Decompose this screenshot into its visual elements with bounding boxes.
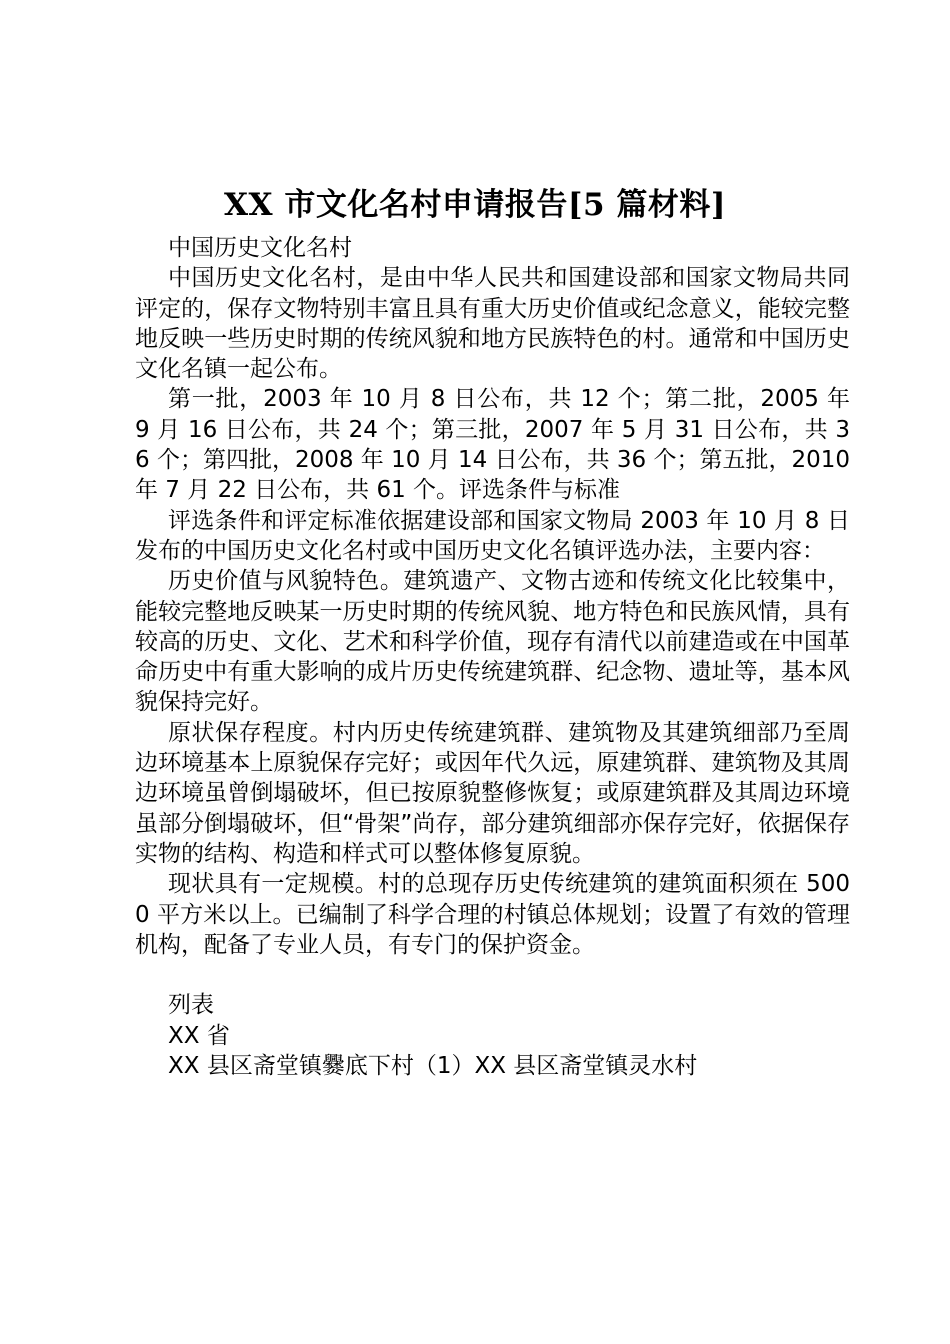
body-paragraph: 第一批，2003 年 10 月 8 日公布，共 12 个；第二批，2005 年 9 月 16 日公布，共 24 个；第三批，2007 年 5 月 31 日公布，共 36 个；第四批，2008 年 10 月 14 日公布，共 36 个；第五批，2010 年 7 月 22 日公布，共 61 个。评选条件与标准	[135, 386, 850, 504]
body-paragraph: 中国历史文化名村，是由中华人民共和国建设部和国家文物局共同评定的，保存文物特别丰富且具有重大历史价值或纪念意义，能较完整地反映一些历史时期的传统风貌和地方民族特色的村。通常和中国历史文化名镇一起公布。	[135, 265, 850, 383]
section-heading: 中国历史文化名村	[168, 235, 352, 261]
document-body	[135, 233, 850, 1081]
body-paragraph: 评选条件和评定标准依据建设部和国家文物局 2003 年 10 月 8 日发布的中国历史文化名村或中国历史文化名镇评选办法，主要内容：	[135, 507, 850, 564]
body-paragraph: 历史价值与风貌特色。建筑遗产、文物古迹和传统文化比较集中，能较完整地反映某一历史时期的传统风貌、地方特色和民族风情，具有较高的历史、文化、艺术和科学价值，现存有清代以前建造或在中国革命历史中有重大影响的成片历史传统建筑群、纪念物、遗址等，基本风貌保持完好。	[135, 568, 850, 716]
list-item: XX 县区斋堂镇爨底下村（1）XX 县区斋堂镇灵水村	[168, 1053, 698, 1080]
body-paragraph: 原状保存程度。村内历史传统建筑群、建筑物及其建筑细部乃至周边环境基本上原貌保存完好；或因年代久远，原建筑群、建筑物及其周边环境虽曾倒塌破坏，但已按原貌整修恢复；或原建筑群及其周边环境虽部分倒塌破坏，但“骨架”尚存，部分建筑细部亦保存完好，依据保存实物的结构、构造和样式可以整体修复原貌。	[135, 719, 850, 867]
blank-line	[135, 960, 850, 990]
document-title: XX 市文化名村申请报告[5 篇材料]	[223, 187, 727, 223]
body-paragraph: 现状具有一定规模。村的总现存历史传统建筑的建筑面积须在 5000 平方米以上。已编制了科学合理的村镇总体规划；设置了有效的管理机构，配备了专业人员，有专门的保护资金。	[135, 871, 850, 958]
province-heading: XX 省	[168, 1022, 230, 1049]
list-heading: 列表	[168, 992, 214, 1019]
